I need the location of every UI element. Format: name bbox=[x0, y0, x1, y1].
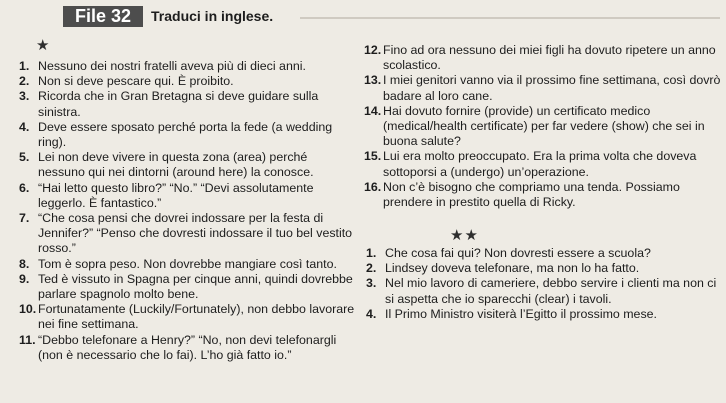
exercise-text: Hai dovuto fornire (provide) un certificato medico (medical/health certificate) per far vedere (show) che sei in buona salute? bbox=[383, 103, 705, 149]
exercise-item bbox=[364, 149, 726, 179]
exercise-item bbox=[366, 246, 726, 261]
exercise-text: Che cosa fai qui? Non dovresti essere a scuola? bbox=[385, 246, 651, 260]
file-label: File 32 bbox=[63, 6, 143, 27]
exercise-number: 1. bbox=[19, 59, 30, 73]
right-exercise-list-two-stars bbox=[366, 246, 726, 322]
exercise-number: 15. bbox=[364, 149, 382, 164]
left-exercise-list bbox=[19, 59, 355, 363]
exercise-text: Lei non deve vivere in questa zona (area) perché nessuno qui nei dintorni (around here) la conosce. bbox=[38, 150, 314, 180]
exercise-number: 7. bbox=[19, 211, 30, 226]
exercise-text: Deve essere sposato perché porta la fede (a wedding ring). bbox=[38, 119, 333, 150]
exercise-number: 9. bbox=[19, 271, 30, 286]
exercise-number: 2. bbox=[366, 261, 377, 276]
exercise-text: Tom è sopra peso. Non dovrebbe mangiare così tanto. bbox=[38, 256, 337, 271]
exercise-text: Nel mio lavoro di cameriere, debbo servire i clienti ma non ci si aspetta che io sparecchi (clear) i tavoli. bbox=[385, 276, 717, 306]
header-divider bbox=[300, 17, 720, 19]
exercise-number: 13. bbox=[364, 73, 382, 88]
exercise-text: Lui era molto preoccupato. Era la prima volta che doveva sottoporsi a (undergo) un’operazione. bbox=[383, 149, 697, 179]
one-star-icon: ★ bbox=[36, 37, 50, 54]
exercise-item bbox=[364, 73, 726, 103]
exercise-number: 16. bbox=[364, 179, 382, 194]
exercise-number: 2. bbox=[19, 74, 30, 89]
exercise-number: 4. bbox=[19, 119, 30, 134]
exercise-number: 12. bbox=[364, 43, 382, 57]
exercise-item bbox=[366, 261, 726, 276]
exercise-number: 5. bbox=[19, 150, 30, 165]
exercise-item bbox=[19, 181, 355, 211]
exercise-text: Non si deve pescare qui. È proibito. bbox=[38, 74, 234, 89]
exercise-text: “Che cosa pensi che dovrei indossare per la festa di Jennifer?” “Penso che dovresti indossare il tuo bel vestito rosso.” bbox=[38, 211, 353, 256]
exercise-number: 6. bbox=[19, 180, 30, 195]
exercise-item bbox=[19, 302, 355, 332]
exercise-item bbox=[364, 180, 726, 210]
exercise-item bbox=[366, 307, 726, 322]
exercise-number: 8. bbox=[19, 256, 30, 271]
exercise-number: 10. bbox=[19, 302, 37, 317]
exercise-number: 3. bbox=[366, 276, 377, 291]
exercise-number: 4. bbox=[366, 306, 377, 321]
exercise-item bbox=[364, 43, 726, 73]
exercise-item bbox=[19, 257, 355, 272]
two-stars-icon: ★★ bbox=[450, 227, 479, 244]
exercise-number: 14. bbox=[364, 103, 382, 118]
exercise-number: 3. bbox=[19, 89, 30, 104]
exercise-text: “Debbo telefonare a Henry?” “No, non devi telefonargli (non è necessario che lo fai). L’ho già fatto io.” bbox=[38, 332, 337, 362]
exercise-item bbox=[19, 272, 355, 302]
exercise-text: Ted è vissuto in Spagna per cinque anni, quindi dovrebbe parlare spagnolo molto bene. bbox=[38, 271, 353, 302]
exercise-item bbox=[19, 74, 355, 89]
exercise-text: Fino ad ora nessuno dei miei figli ha dovuto ripetere un anno scolastico. bbox=[383, 43, 716, 73]
exercise-item bbox=[19, 211, 355, 257]
exercise-text: Non c’è bisogno che compriamo una tenda. Possiamo prendere in prestito quella di Ricky. bbox=[383, 179, 680, 210]
exercise-text: Fortunatamente (Luckily/Fortunately), non debbo lavorare nei fine settimana. bbox=[38, 302, 355, 332]
exercise-text: Nessuno dei nostri fratelli aveva più di dieci anni. bbox=[38, 59, 306, 73]
exercise-item bbox=[19, 150, 355, 180]
exercise-text: Ricorda che in Gran Bretagna si deve guidare sulla sinistra. bbox=[38, 89, 319, 119]
exercise-item bbox=[19, 333, 355, 363]
exercise-text: Il Primo Ministro visiterà l’Egitto il prossimo mese. bbox=[385, 306, 657, 321]
exercise-title: Traduci in inglese. bbox=[151, 8, 274, 24]
exercise-text: “Hai letto questo libro?” “No.” “Devi assolutamente leggerlo. È fantastico.” bbox=[38, 180, 314, 210]
exercise-number: 1. bbox=[366, 246, 377, 260]
exercise-text: Lindsey doveva telefonare, ma non lo ha fatto. bbox=[385, 261, 640, 276]
exercise-item bbox=[19, 89, 355, 119]
right-exercise-list-one-star bbox=[364, 43, 726, 210]
exercise-item bbox=[19, 120, 355, 150]
exercise-item bbox=[364, 104, 726, 150]
exercise-text: I miei genitori vanno via il prossimo fine settimana, così dovrò badare al loro cane. bbox=[383, 73, 721, 103]
exercise-item bbox=[366, 276, 726, 306]
exercise-item bbox=[19, 59, 355, 74]
exercise-header bbox=[0, 0, 726, 30]
exercise-number: 11. bbox=[19, 332, 36, 347]
